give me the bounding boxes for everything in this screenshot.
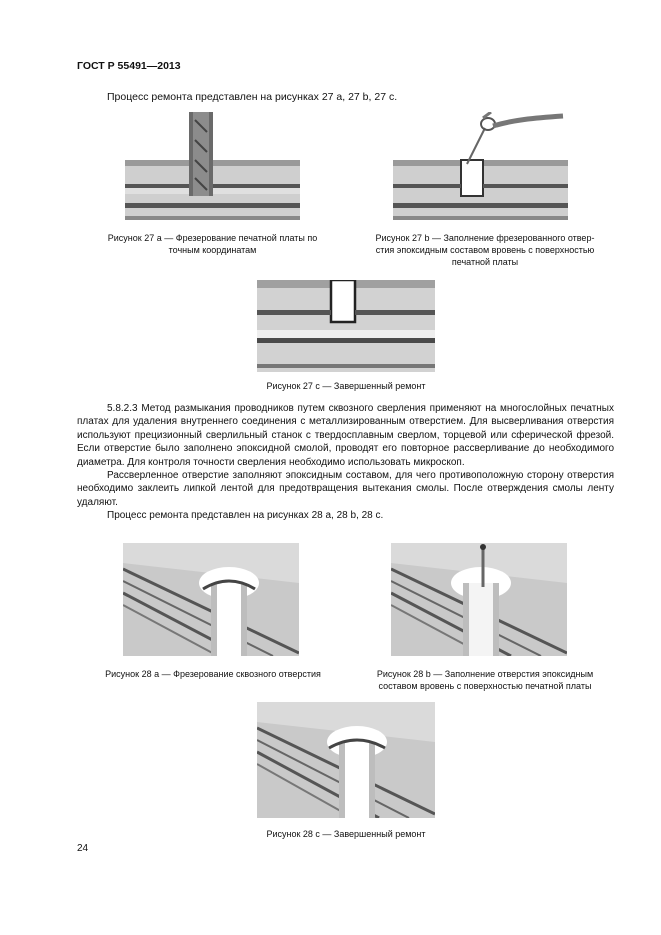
caption-line: Рисунок 28 а — Фрезерование сквозного отверстия bbox=[105, 669, 321, 679]
caption-figure-27b bbox=[350, 232, 620, 268]
caption-figure-27a bbox=[85, 232, 340, 256]
intro-figure-27: Процесс ремонта представлен на рисунках 27 а, 27 b, 27 с. bbox=[107, 91, 398, 103]
caption-line: Рисунок 27 b — Заполнение фрезерованного отвер- bbox=[375, 233, 595, 243]
caption-line: стия эпоксидным составом вровень с поверхностью bbox=[375, 245, 595, 255]
document-header: ГОСТ Р 55491—2013 bbox=[77, 60, 181, 72]
figure-27b-image bbox=[393, 112, 568, 227]
caption-figure-28b bbox=[350, 668, 620, 692]
caption-figure-28c bbox=[230, 828, 462, 840]
paragraph-filling: Рассверленное отверстие заполняют эпоксидным составом, для чего противоположную сторону отверстия необходимо заклеить липкой лентой для предотвращения вытекания смолы. После отверждения смолы ленту удаляют. bbox=[77, 470, 614, 508]
caption-line: печатной платы bbox=[451, 257, 519, 267]
paragraph-5-8-2-3: 5.8.2.3 Метод размыкания проводников путем сквозного сверления применяют на многослойных печатных платах для удаления внутреннего соединения с металлизированным отверстием. Для высверливания отверстия используют прецизионный сверлильный станок с твердосплавным сверлом, торцевой или сферической фрезой. Если отверстие было заполнено эпоксидной смолой, проводят его повторное рассверливание до необходимого диаметра. Для контроля точности сверления необходимо использовать микроскоп. bbox=[77, 403, 614, 468]
figure-28a-image bbox=[123, 543, 299, 656]
caption-line: Рисунок 28 b — Заполнение отверстия эпоксидным bbox=[376, 669, 594, 679]
caption-figure-27c bbox=[230, 380, 462, 392]
page-number: 24 bbox=[77, 843, 89, 854]
figure-28b-image bbox=[391, 543, 567, 656]
caption-line: Рисунок 27 а — Фрезерование печатной платы по bbox=[107, 233, 318, 243]
figure-27c-image bbox=[257, 280, 435, 372]
caption-line: Рисунок 28 с — Завершенный ремонт bbox=[266, 829, 426, 839]
figure-28c-image bbox=[257, 702, 435, 818]
caption-line: Рисунок 27 с — Завершенный ремонт bbox=[266, 381, 426, 391]
caption-line: составом вровень с поверхностью печатной платы bbox=[378, 681, 592, 691]
figure-27a-image bbox=[125, 112, 300, 227]
caption-line: точным координатам bbox=[168, 245, 257, 255]
caption-figure-28a bbox=[78, 668, 348, 680]
body-text bbox=[77, 402, 614, 523]
paragraph-intro-figure-28: Процесс ремонта представлен на рисунках 28 а, 28 b, 28 с. bbox=[107, 510, 384, 522]
